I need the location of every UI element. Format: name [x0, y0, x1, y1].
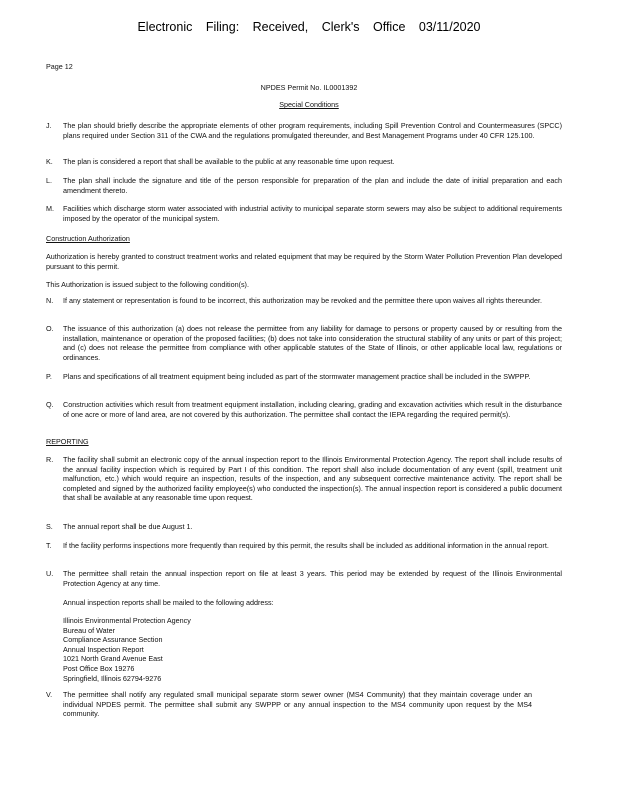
item-text: The issuance of this authorization (a) does not release the permittee from any liability for damage to persons or property caused by or resulting from the installation, maintenance or operation of the proposed facilities; (b) does not take into consideration the structural stability of any units or part of this project; and (c) does not release the permittee from compliance with other applicable statutes of the State of Illinois, or other applicable local law, regulations or ordinances.: [63, 324, 562, 362]
item-text: Plans and specifications of all treatment equipment being included as part of the stormwater management practice shall be included in the SWPPP.: [63, 372, 531, 381]
item-text: The plan should briefly describe the appropriate elements of other program requirements, including Spill Prevention Control and Countermeasures (SPCC) plans required under Section 311 of the CWA and the regulations promulgated thereunder, and Best Management Programs under 40 CFR 125.100.: [63, 121, 562, 140]
condition-item-p: [46, 372, 562, 382]
mailing-address: [63, 616, 363, 683]
condition-item-k: [46, 157, 562, 167]
item-text: Construction activities which result from treatment equipment installation, including clearing, grading and excavation activities which result in the disturbance of one acre or more of land area, are not covered by this authorization. The permittee shall contact the IEPA regarding the required permit(s).: [63, 400, 562, 419]
mailing-intro: Annual inspection reports shall be mailed to the following address:: [63, 598, 274, 607]
condition-item-t: [46, 541, 562, 551]
item-letter: R.: [46, 455, 54, 464]
item-text: The annual report shall be due August 1.: [63, 522, 193, 531]
address-line: Bureau of Water: [63, 625, 116, 635]
item-letter: K.: [46, 157, 53, 166]
item-text: The plan is considered a report that shall be available to the public at any reasonable time upon request.: [63, 157, 395, 166]
condition-item-l: [46, 176, 562, 195]
construction-heading: Construction Authorization: [46, 234, 130, 243]
condition-item-m: [46, 204, 562, 223]
page-number: Page 12: [46, 62, 73, 71]
conditions-intro: This Authorization is issued subject to the following condition(s).: [46, 280, 249, 289]
item-letter: S.: [46, 522, 53, 531]
item-text: If the facility performs inspections more frequently than required by this permit, the results shall be included as additional information in the annual report.: [63, 541, 549, 550]
condition-item-n: [46, 296, 562, 306]
item-text: If any statement or representation is found to be incorrect, this authorization may be revoked and the permittee there upon waives all rights thereunder.: [63, 296, 543, 305]
item-text: The plan shall include the signature and title of the person responsible for preparation of the plan and include the date of initial preparation and each amendment thereto.: [63, 176, 562, 195]
permit-number: NPDES Permit No. IL0001392: [260, 83, 358, 92]
item-letter: Q.: [46, 400, 54, 409]
item-letter: O.: [46, 324, 54, 333]
item-letter: M.: [46, 204, 54, 213]
condition-item-o: [46, 324, 562, 362]
item-letter: L.: [46, 176, 52, 185]
item-text: The facility shall submit an electronic copy of the annual inspection report to the Illinois Environmental Protection Agency. The report shall include results of the annual facility inspection which is required by Part I of this condition. The report shall also include documentation of any event (spill, treatment unit malfunction, etc.) which would require an inspection, results of the inspection, and any subsequent corrective maintenance activity. The report shall be completed and signed by the authorized facility employee(s) who conducted the inspection(s). The annual inspection report is considered a public document that shall be available at any reasonable time upon request.: [63, 455, 562, 503]
item-text: The permittee shall notify any regulated small municipal separate storm sewer owner (MS4 Community) that they maintain coverage under an individual NPDES permit. The permittee shall submit any SWPPP or any annual inspection to the MS4 community upon request by the MS4 community.: [63, 690, 532, 719]
condition-item-j: [46, 121, 562, 140]
item-letter: N.: [46, 296, 54, 305]
item-letter: P.: [46, 372, 52, 381]
reporting-heading: REPORTING: [46, 437, 89, 446]
address-line: Compliance Assurance Section: [63, 635, 163, 645]
item-letter: V.: [46, 690, 53, 699]
filing-stamp: Electronic Filing: Received, Clerk's Office 03/11/2020: [137, 20, 481, 34]
address-line: 1021 North Grand Avenue East: [63, 654, 163, 664]
address-line: Springfield, Illinois 62794-9276: [63, 673, 162, 683]
item-letter: T.: [46, 541, 52, 550]
item-letter: J.: [46, 121, 52, 130]
item-text: The permittee shall retain the annual inspection report on file at least 3 years. This period may be extended by request of the Illinois Environmental Protection Agency at any time.: [63, 569, 562, 588]
item-text: Facilities which discharge storm water associated with industrial activity to municipal separate storm sewers may also be subject to additional requirements imposed by the operator of the municipal system.: [63, 204, 562, 223]
construction-paragraph: Authorization is hereby granted to construct treatment works and related equipment that may be required by the Storm Water Pollution Prevention Plan developed pursuant to this permit.: [46, 252, 562, 271]
condition-item-q: [46, 400, 562, 419]
section-title: Special Conditions: [279, 100, 339, 109]
address-line: Illinois Environmental Protection Agency: [63, 616, 191, 625]
address-line: Post Office Box 19276: [63, 663, 135, 673]
condition-item-r: [46, 455, 562, 503]
condition-item-s: [46, 522, 562, 532]
address-line: Annual Inspection Report: [63, 644, 144, 654]
condition-item-u: [46, 569, 562, 588]
item-letter: U.: [46, 569, 54, 578]
condition-item-v: [46, 690, 532, 719]
